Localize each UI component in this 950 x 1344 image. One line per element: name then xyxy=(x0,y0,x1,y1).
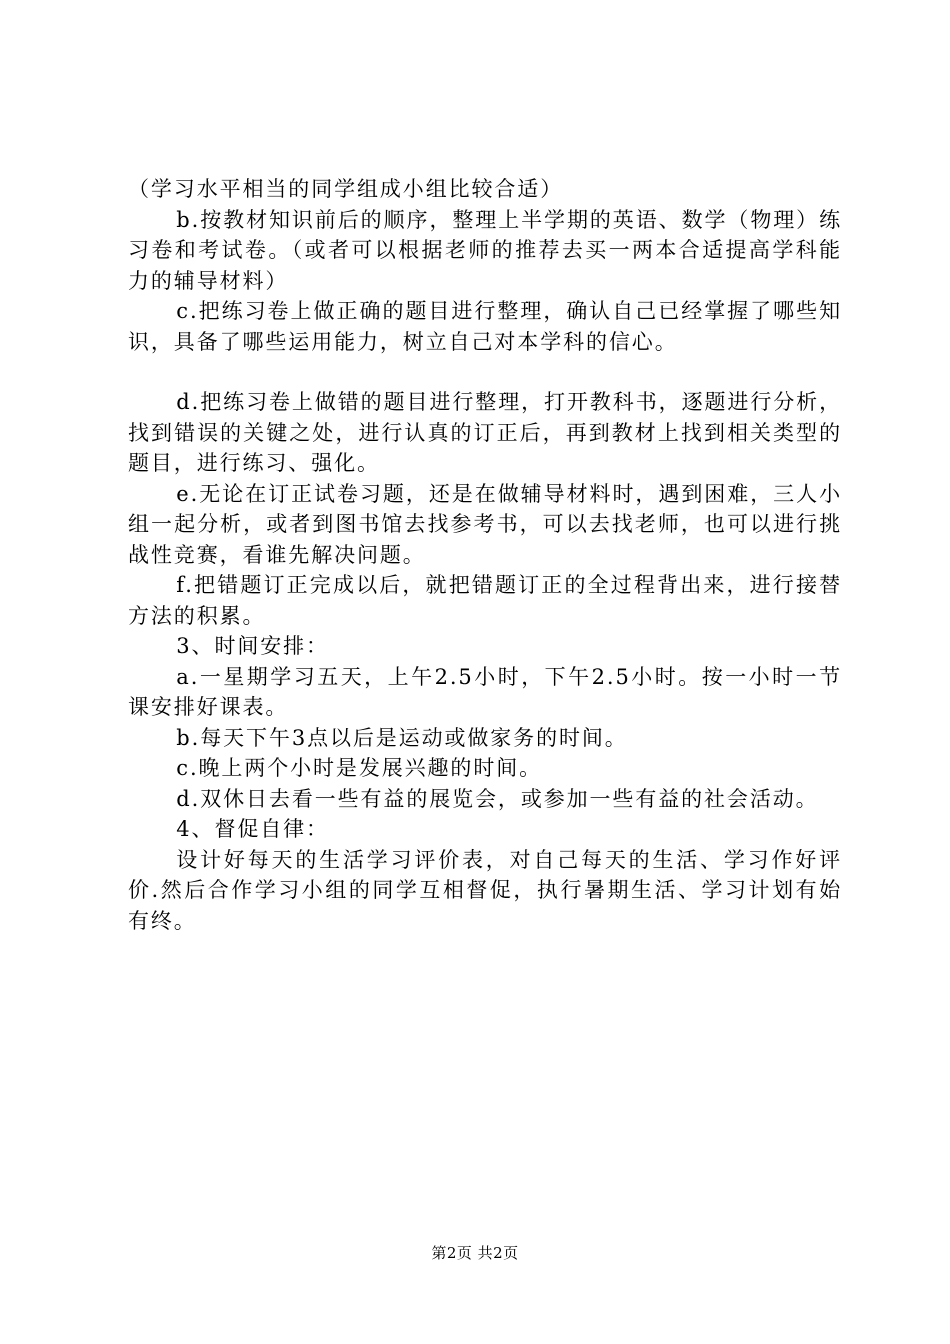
section-heading-time-schedule: 3、时间安排： xyxy=(176,634,329,658)
paragraph-schedule-a: a.一星期学习五天，上午2.5小时，下午2.5小时。按一小时一节课安排好课表。 xyxy=(128,664,842,719)
section-heading-self-discipline: 4、督促自律： xyxy=(176,817,329,841)
paragraph-schedule-b: b.每天下午3点以后是运动或做家务的时间。 xyxy=(176,725,628,750)
paragraph-item-c: c.把练习卷上做正确的题目进行整理，确认自己已经掌握了哪些知识，具备了哪些运用能力，树立自己对本学科的信心。 xyxy=(128,299,842,354)
paragraph-schedule-d: d.双休日去看一些有益的展览会，或参加一些有益的社会活动。 xyxy=(176,786,819,811)
paragraph-group-note: （学习水平相当的同学组成小组比较合适） xyxy=(128,177,564,201)
paragraph-item-b: b.按教材知识前后的顺序，整理上半学期的英语、数学（物理）练习卷和考试卷。（或者可以根据老师的推荐去买一两本合适提高学科能力的辅导材料） xyxy=(128,207,842,293)
document-body xyxy=(128,174,842,936)
paragraph-item-e: e.无论在订正试卷习题，还是在做辅导材料时，遇到困难，三人小组一起分析，或者到图书馆去找参考书，可以去找老师，也可以进行挑战性竞赛，看谁先解决问题。 xyxy=(128,481,842,567)
paragraph-spacer xyxy=(128,357,842,387)
paragraph-schedule-c: c.晚上两个小时是发展兴趣的时间。 xyxy=(176,756,543,780)
page-number-footer: 第2页 共2页 xyxy=(431,1244,519,1262)
paragraph-item-f: f.把错题订正完成以后，就把错题订正的全过程背出来，进行接替方法的积累。 xyxy=(128,573,842,628)
paragraph-self-discipline: 设计好每天的生活学习评价表，对自己每天的生活、学习作好评价.然后合作学习小组的同学互相督促，执行暑期生活、学习计划有始有终。 xyxy=(128,847,842,933)
paragraph-item-d: d.把练习卷上做错的题目进行整理，打开教科书，逐题进行分析，找到错误的关键之处，进行认真的订正后，再到教材上找到相关类型的题目，进行练习、强化。 xyxy=(128,390,842,475)
